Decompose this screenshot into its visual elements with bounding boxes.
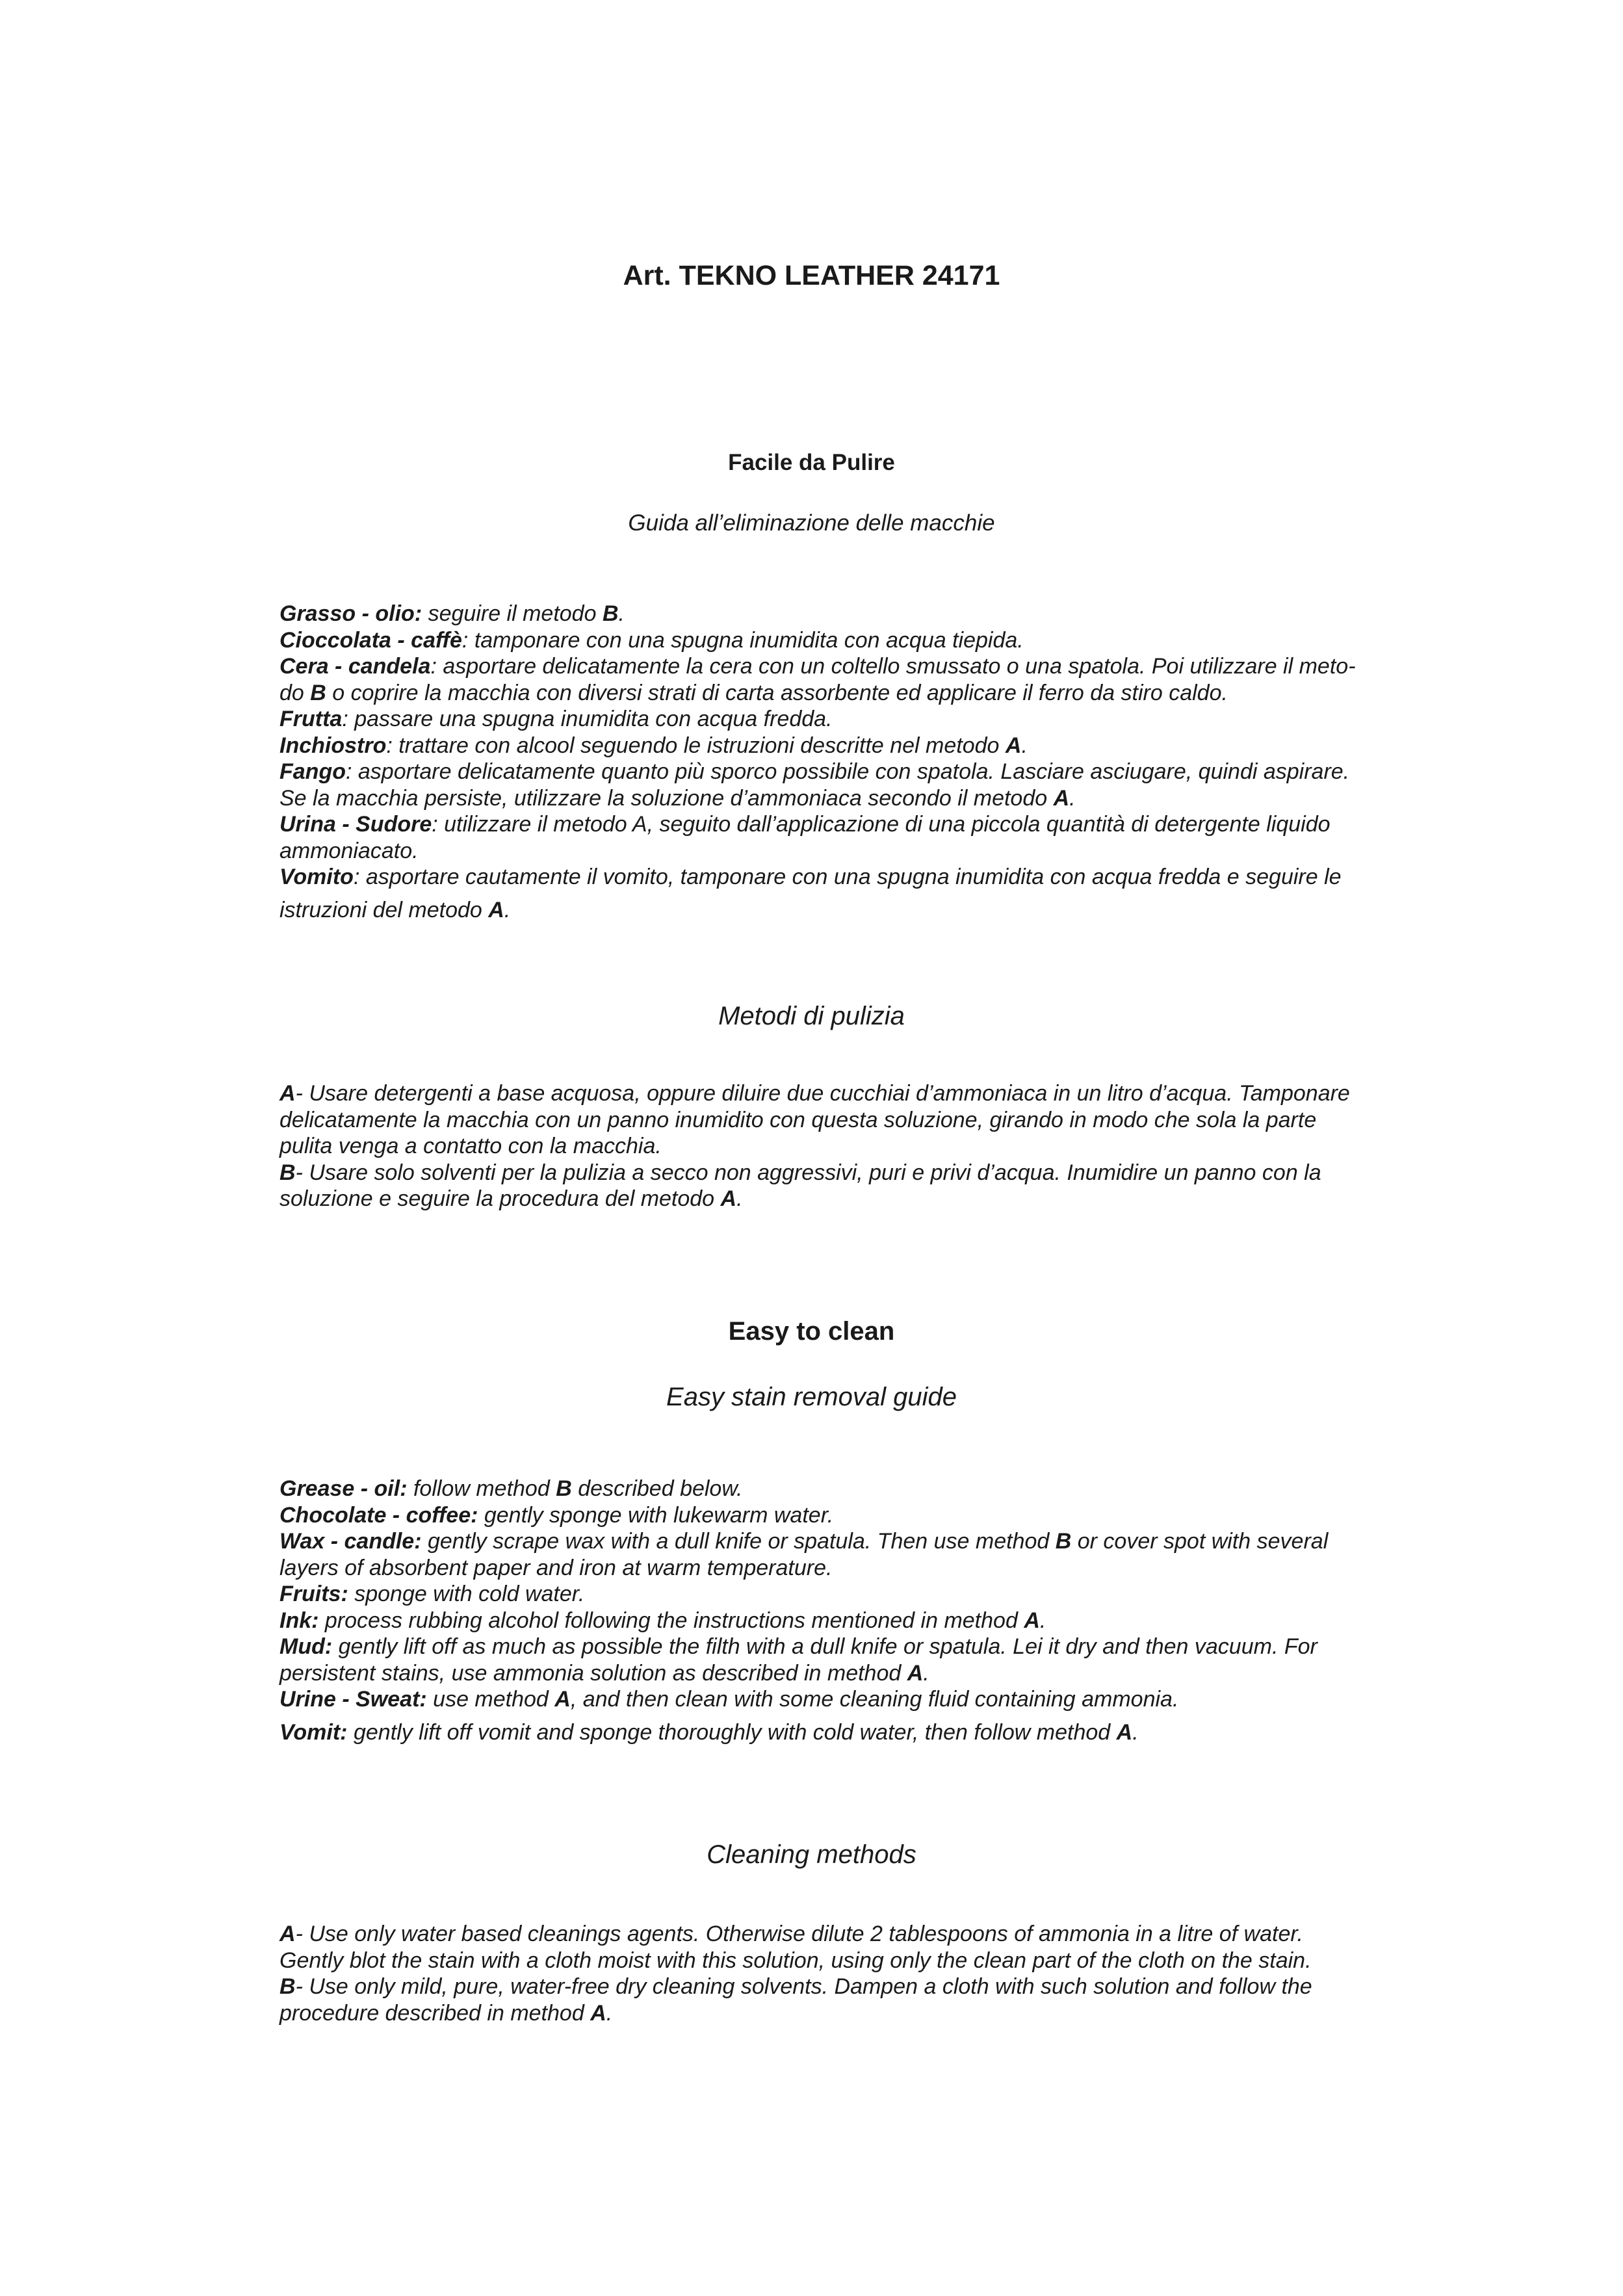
- stain-line: Ink: process rubbing alcohol following the instructions mentioned in method A.: [279, 1608, 1046, 1633]
- it-stain-list: [279, 601, 1423, 923]
- method-line: B- Usare solo solventi per la pulizia a secco non aggressivi, puri e privi d’acqua. Inumidire un panno con la: [279, 1160, 1321, 1185]
- stain-line: Chocolate - coffee: gently sponge with lukewarm water.: [279, 1502, 834, 1528]
- stain-line: Grease - oil: follow method B described below.: [279, 1476, 743, 1501]
- stain-label: Inchiostro: [279, 733, 387, 758]
- stain-line: Vomit: gently lift off vomit and sponge thoroughly with cold water, then follow method A.: [279, 1719, 1139, 1745]
- stain-label: Grasso - olio:: [279, 601, 422, 626]
- stain-label: Frutta: [279, 707, 343, 731]
- stain-line: Fruits: sponge with cold water.: [279, 1582, 585, 1606]
- method-line: A- Use only water based cleanings agents. Otherwise dilute 2 tablespoons of ammonia in a litre of water.: [279, 1922, 1303, 1946]
- stain-label: Urine - Sweat:: [279, 1687, 427, 1712]
- stain-line: Vomito: asportare cautamente il vomito, tamponare con una spugna inumidita con acqua fredda e seguire le: [279, 865, 1342, 889]
- stain-line: persistent stains, use ammonia solution as described in method A.: [279, 1660, 929, 1686]
- method-label: B: [279, 1160, 296, 1185]
- stain-label: Fruits:: [279, 1582, 348, 1606]
- method-line: procedure described in method A.: [279, 2000, 613, 2026]
- stain-line: Grasso - olio: seguire il metodo B.: [279, 601, 625, 626]
- it-methods-list: [279, 1080, 1423, 1212]
- stain-line: do B o coprire la macchia con diversi strati di carta assorbente ed applicare il ferro da stiro caldo.: [279, 680, 1228, 705]
- it-heading: Facile da Pulire: [728, 450, 895, 475]
- stain-label: Vomit:: [279, 1719, 348, 1745]
- stain-label: Mud:: [279, 1634, 333, 1659]
- method-line: Gently blot the stain with a cloth moist with this solution, using only the clean part of the cloth on the stain.: [279, 1948, 1312, 1973]
- method-line: pulita venga a contatto con la macchia.: [279, 1134, 662, 1158]
- stain-label: Vomito: [279, 865, 354, 889]
- stain-line: ammoniacato.: [279, 838, 419, 863]
- page-title: Art. TEKNO LEATHER 24171: [623, 260, 1000, 291]
- method-label: A: [279, 1922, 296, 1946]
- stain-line: Urina - Sudore: utilizzare il metodo A, seguito dall’applicazione di una piccola quantità di detergente liquido: [279, 812, 1331, 837]
- it-methods-heading: Metodi di pulizia: [718, 1002, 905, 1030]
- en-stain-list: [279, 1476, 1423, 1745]
- stain-line: layers of absorbent paper and iron at warm temperature.: [279, 1555, 833, 1580]
- stain-label: Grease - oil:: [279, 1476, 408, 1501]
- stain-label: Cera - candela: [279, 654, 431, 679]
- method-line: A- Usare detergenti a base acquosa, oppure diluire due cucchiai d’ammoniaca in un litro d’acqua. Tamponare: [279, 1081, 1350, 1106]
- en-methods-heading: Cleaning methods: [707, 1840, 916, 1869]
- stain-line: Se la macchia persiste, utilizzare la soluzione d’ammoniaca secondo il metodo A.: [279, 785, 1076, 811]
- stain-line: istruzioni del metodo A.: [279, 897, 511, 922]
- stain-line: Wax - candle: gently scrape wax with a dull knife or spatula. Then use method B or cover spot with several: [279, 1529, 1329, 1554]
- method-line: B- Use only mild, pure, water-free dry cleaning solvents. Dampen a cloth with such solution and follow the: [279, 1974, 1312, 1999]
- stain-line: Inchiostro: trattare con alcool seguendo le istruzioni descritte nel metodo A.: [279, 733, 1028, 758]
- stain-label: Fango: [279, 759, 346, 784]
- stain-line: Frutta: passare una spugna inumidita con acqua fredda.: [279, 707, 833, 731]
- method-line: soluzione e seguire la procedura del metodo A.: [279, 1186, 743, 1211]
- stain-line: Cioccolata - caffè: tamponare con una spugna inumidita con acqua tiepida.: [279, 627, 1024, 653]
- method-label: A: [279, 1081, 296, 1106]
- en-methods-list: [279, 1921, 1423, 2026]
- stain-label: Cioccolata - caffè: [279, 627, 462, 653]
- stain-line: Cera - candela: asportare delicatamente la cera con un coltello smussato o una spatola. Poi utilizzare il meto-: [279, 654, 1356, 679]
- it-subheading: Guida all’eliminazione delle macchie: [628, 510, 995, 536]
- en-heading: Easy to clean: [728, 1317, 895, 1346]
- stain-label: Wax - candle:: [279, 1529, 422, 1554]
- stain-line: Mud: gently lift off as much as possible the filth with a dull knife or spatula. Lei it dry and then vacuum. For: [279, 1634, 1318, 1659]
- stain-label: Ink:: [279, 1608, 319, 1633]
- stain-line: Fango: asportare delicatamente quanto più sporco possibile con spatola. Lasciare asciugare, quindi aspirare.: [279, 759, 1350, 784]
- stain-label: Urina - Sudore: [279, 812, 432, 837]
- en-subheading: Easy stain removal guide: [666, 1383, 957, 1411]
- method-label: B: [279, 1974, 296, 1999]
- stain-label: Chocolate - coffee:: [279, 1502, 478, 1528]
- method-line: delicatamente la macchia con un panno inumidito con questa soluzione, girando in modo che sola la parte: [279, 1107, 1317, 1132]
- stain-line: Urine - Sweat: use method A, and then clean with some cleaning fluid containing ammonia.: [279, 1687, 1179, 1712]
